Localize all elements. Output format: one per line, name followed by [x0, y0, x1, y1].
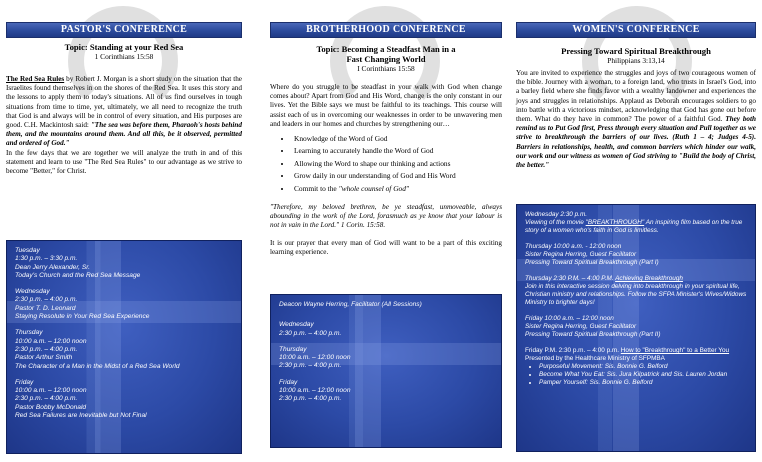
women-schedule-box: [516, 204, 756, 452]
women-session-thursday-am: [525, 243, 749, 267]
bullet-quote: "whole counsel of God": [338, 183, 410, 193]
brotherhood-scripture: I Corinthians 15:58: [357, 64, 415, 73]
brotherhood-topic-line1: Topic: Becoming a Steadfast Man in a: [316, 44, 456, 54]
women-intro-paragraph: [516, 69, 756, 170]
brotherhood-session-list: [279, 321, 495, 403]
session-line: 10:00 a.m. – 12:00 noon: [279, 354, 351, 362]
session-title: Pressing Toward Spiritual Breakthrough (Part I): [525, 259, 659, 266]
session-day: Friday: [15, 378, 34, 386]
session-line: 2:30 p.m. – 4:00 p.m.: [15, 345, 78, 353]
women-scripture: Philippians 3:13,14: [607, 56, 665, 65]
brotherhood-conference-banner: BROTHERHOOD CONFERENCE: [270, 22, 502, 38]
session-day: Thursday: [15, 329, 43, 337]
bullet-item: • Learning to accurately handle the Word of God: [292, 145, 502, 157]
women-intro-emphasis: They both remind us to Put God first, Press through every situation and Pull together as we strive to breakthrough the barriers of our lives. (Ruth 1 – 4; Judges 4-5). Barriers in relationships, health, and common barriers which hinder our walk, our work and our witness as women of God striving to "Build the body of Christ, the better.": [516, 115, 757, 170]
pastor-intro-paragraph: [6, 75, 242, 149]
session-time: Thursday 10:00 a.m. - 12:00 noon: [525, 243, 622, 250]
movie-title: "BREAKTHROUGH": [585, 219, 645, 226]
mackintosh-quote: "The sea was before them, Pharaoh's hosts behind them, and the mountains around them. And all this, be it observed, permitted and ordered of God.": [6, 121, 242, 148]
session-line: 10:00 a.m. – 12:00 noon: [15, 387, 87, 395]
session-heading: [525, 275, 749, 283]
womens-conference-text: [516, 46, 756, 170]
session-line: 2:30 p.m. – 4:00 p.m.: [279, 362, 342, 370]
session-text: Viewing of the movie: [525, 219, 586, 226]
session-block: [15, 288, 235, 321]
bullet-item: • Allowing the Word to shape our thinking and actions: [292, 158, 502, 170]
session-text: An inspiring film based on the true story of a women who's faith in God is limitless.: [525, 219, 743, 234]
session-line: 10:00 a.m. – 12:00 noon: [279, 387, 351, 395]
session-time: Thursday 2:30 P.M. – 4:00 P.M.: [525, 275, 616, 282]
session-line: 2:30 p.m. – 4:00 p.m.: [279, 329, 342, 337]
bullet-item: • Become What You Eat: Sis. Jura Kilpatrick and Sis. Lauren Jordan: [539, 371, 749, 379]
session-block: [15, 379, 235, 420]
bullet-text: Commit to the: [294, 183, 339, 193]
brotherhood-schedule-box: [270, 294, 502, 448]
women-topic: Pressing Toward Spiritual Breakthrough: [561, 46, 711, 56]
session-heading: [525, 347, 749, 363]
session-block: [15, 247, 235, 280]
pastor-closing-paragraph: In the few days that we are together we will analyze the truth in and of this statement and learn to use "The Red Sea Rules" to our advantage as we strive to become "Better," for Christ.: [6, 148, 242, 176]
session-title: Pressing Toward Spiritual Breakthrough (Part II): [525, 331, 661, 338]
session-day: Thursday: [279, 345, 307, 353]
pastor-intro-text: by Robert J. Morgan is a short study on the situation that the Israelites found themselves in on the shores of the Red Sea. It uses this story and the lessons to apply them to today's situations. All of us find ourselves in tough situations from time to time, yet, ultimately, we all need to recognize the truth that God is and always will be in control of every situation, and His purposes are good. C.H. Mackintosh said:: [6, 75, 242, 130]
session-presenter: Presented by the Healthcare Ministry of SFPMBA: [525, 355, 665, 362]
session-facilitator: Sister Regina Herring, Guest Facilitator: [525, 251, 637, 258]
bullet-item: • Purposeful Movement: Sis. Bonnie G. Belford: [539, 363, 749, 371]
session-line: 10:00 a.m. – 12:00 noon: [15, 337, 87, 345]
pastor-topic: Topic: Standing at your Red Sea: [64, 42, 184, 52]
pastor-schedule-box: [6, 240, 242, 454]
brotherhood-bullet-list: [292, 133, 502, 195]
brotherhood-topic-line2: Fast Changing World: [346, 54, 426, 64]
brotherhood-closing-paragraph: It is our prayer that every man of God will want to be a part of this exciting learning experience.: [270, 238, 502, 256]
book-title: The Red Sea Rules: [6, 75, 65, 83]
pastor-session-list: [15, 247, 235, 420]
session-day: Wednesday: [279, 321, 314, 329]
session-line: Today's Church and the Red Sea Message: [15, 271, 141, 279]
brotherhood-intro-paragraph: Where do you struggle to be steadfast in your walk with God when change comes about? Apart from God and His Word, change is the only constant in our lives. Yet the Bible says we must be faithful to its teachings. This course will assist each of us in overcoming our weaknesses in order to be unwavering men and leaders in our homes and churches by strengthening our…: [270, 83, 502, 128]
session-time: Friday 10:00 a.m. – 12:00 noon: [525, 315, 614, 322]
bullet-item: • Pamper Yourself: Sis. Bonnie G. Belford: [539, 379, 749, 387]
session-line: Red Sea Failures are Inevitable but Not Final: [15, 412, 147, 420]
session-title: Achieving Breakthrough: [615, 275, 683, 282]
session-description: Join in this interactive session delving into breakthrough in your spiritual life, Christian ministry and relationships. Follow the SFPA Minister's Wives/Widows Ministry to brighter days!: [525, 283, 747, 306]
pastors-conference-text: [6, 42, 242, 176]
bullet-item: • Knowledge of the Word of God: [292, 133, 502, 145]
bullet-item: • Grow daily in our understanding of God and His Word: [292, 170, 502, 182]
session-block: [279, 346, 495, 371]
women-session-wednesday: [525, 211, 749, 235]
session-day: Wednesday: [15, 288, 50, 296]
pastor-scripture: 1 Corinthians 15:58: [94, 52, 154, 61]
women-intro-text: You are invited to experience the struggles and joys of two courageous women of the bible. Journey with a woman, to a foreign land, who trusts in Israel's God, into a barley field where she finds favor with a wealthy landowner and experiences the joys and struggles in relationships. Applaud as Deborah encourages soldiers to go into battle with a victorious mindset, acknowledging that God has gone out before them. What do they have in common? The power of a faithful God.: [516, 69, 756, 124]
session-block: [279, 321, 495, 338]
brotherhood-verse: "Therefore, my beloved brethren, be ye steadfast, unmoveable, always abounding in the work of the Lord, forasmuch as ye know that your labour is not in vain in the Lord." 1 Corin. 15:58.: [270, 203, 502, 230]
womens-conference-banner: WOMEN'S CONFERENCE: [516, 22, 756, 38]
facilitator-line: Deacon Wayne Herring, Facilitator (All Sessions): [279, 301, 422, 308]
session-line: Pastor Arthur Smith: [15, 354, 73, 362]
women-session-thursday-pm: [525, 275, 749, 307]
friday-bullet-list: [539, 363, 749, 387]
session-line: Pastor Bobby McDonald: [15, 403, 87, 411]
session-line: 1:30 p.m. – 3:30 p.m.: [15, 255, 78, 263]
women-session-friday-pm: [525, 347, 749, 387]
session-day: Tuesday: [15, 247, 40, 254]
pastors-conference-banner: PASTOR'S CONFERENCE: [6, 22, 242, 38]
session-block: [15, 329, 235, 370]
session-time: Friday P.M. 2:30 p.m. – 4:00 p.m.: [525, 347, 621, 354]
pastors-conference-column: [6, 4, 242, 458]
session-line: 2:30 p.m. – 4:00 p.m.: [279, 395, 342, 403]
session-line: Dean Jerry Alexander, Sr.: [15, 263, 91, 271]
session-day: Friday: [279, 378, 298, 386]
session-line: Pastor T. D. Leonard: [15, 304, 76, 312]
session-line: 2:30 p.m. – 4:00 p.m.: [15, 395, 78, 403]
session-time: Wednesday 2:30 p.m.: [525, 211, 588, 218]
session-facilitator: Sister Regina Herring, Guest Facilitator: [525, 323, 637, 330]
bullet-item: [292, 183, 502, 195]
womens-conference-column: [516, 4, 756, 458]
session-description: [525, 219, 749, 235]
brotherhood-conference-column: [270, 4, 502, 458]
women-session-friday-am: [525, 315, 749, 339]
brotherhood-conference-text: [270, 44, 502, 257]
session-block: [279, 379, 495, 404]
session-title: How to "Breakthrough" to a Better You: [620, 347, 730, 354]
session-line: 2:30 p.m. – 4:00 p.m.: [15, 296, 78, 304]
session-line: The Character of a Man in the Midst of a Red Sea World: [15, 362, 180, 370]
session-line: Staying Resolute in Your Red Sea Experience: [15, 313, 150, 321]
